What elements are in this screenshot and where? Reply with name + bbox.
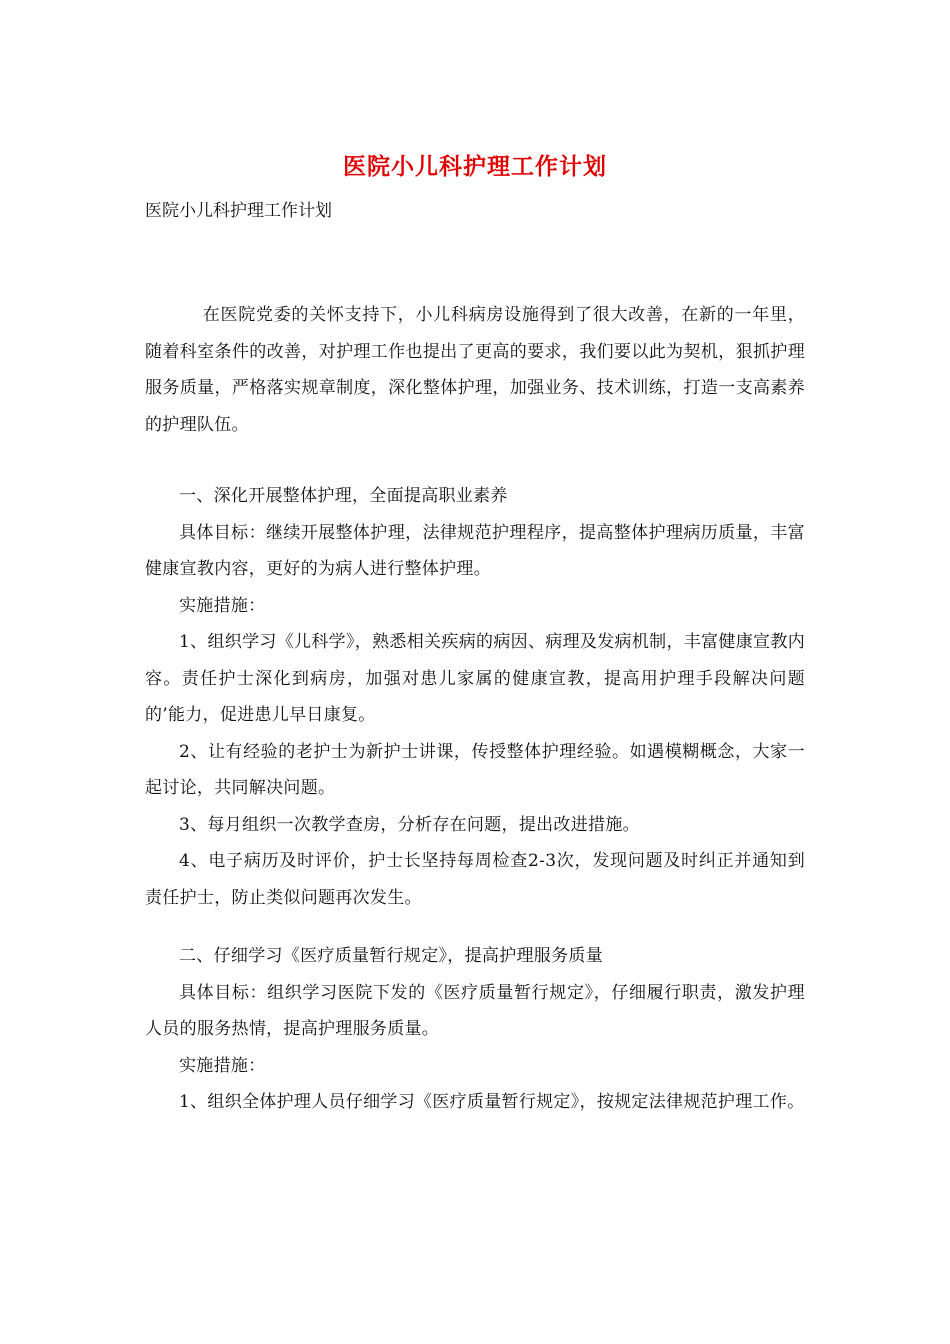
measure-item: 3、每月组织一次教学查房，分析存在问题，提出改进措施。: [179, 814, 640, 835]
intro-paragraph: 在医院党委的关怀支持下，小儿科病房设施得到了很大改善，在新的一年里，随着科室条件的改善，对护理工作也提出了更高的要求，我们要以此为契机，狠抓护理服务质量，严格落实规章制度，深化整体护理，加强业务、技术训练，打造一支高素养的护理队伍。: [145, 305, 805, 435]
section-1: [145, 478, 805, 916]
section-heading: 二、仔细学习《医疗质量暂行规定》，提高护理服务质量: [179, 946, 603, 966]
section-2: [145, 938, 805, 1121]
measures-label: 实施措施：: [179, 595, 266, 616]
document-title: 医院小儿科护理工作计划: [343, 153, 607, 180]
measure-item: 4、电子病历及时评价，护士长坚持每周检查2-3次，发现问题及时纠正并通知到责任护士，防止类似问题再次发生。: [145, 851, 805, 908]
measures-label: 实施措施：: [179, 1055, 266, 1076]
document-body-intro: [145, 297, 805, 443]
measure-item: 1、组织全体护理人员仔细学习《医疗质量暂行规定》，按规定法律规范护理工作。: [179, 1092, 805, 1112]
document-subtitle: 医院小儿科护理工作计划: [145, 201, 332, 221]
section-goal: 具体目标：继续开展整体护理，法律规范护理程序，提高整体护理病历质量，丰富健康宣教内容，更好的为病人进行整体护理。: [145, 522, 805, 579]
section-goal: 具体目标：组织学习医院下发的《医疗质量暂行规定》，仔细履行职责，激发护理人员的服务热情，提高护理服务质量。: [145, 982, 805, 1039]
measure-item: 1、组织学习《儿科学》，熟悉相关疾病的病因、病理及发病机制，丰富健康宣教内容。责任护士深化到病房，加强对患儿家属的健康宣教，提高用护理手段解决问题的’能力，促进患儿早日康复。: [145, 632, 805, 725]
section-heading: 一、深化开展整体护理，全面提高职业素养: [179, 486, 508, 506]
measure-item: 2、让有经验的老护士为新护士讲课，传授整体护理经验。如遇模糊概念，大家一起讨论，共同解决问题。: [145, 741, 805, 798]
